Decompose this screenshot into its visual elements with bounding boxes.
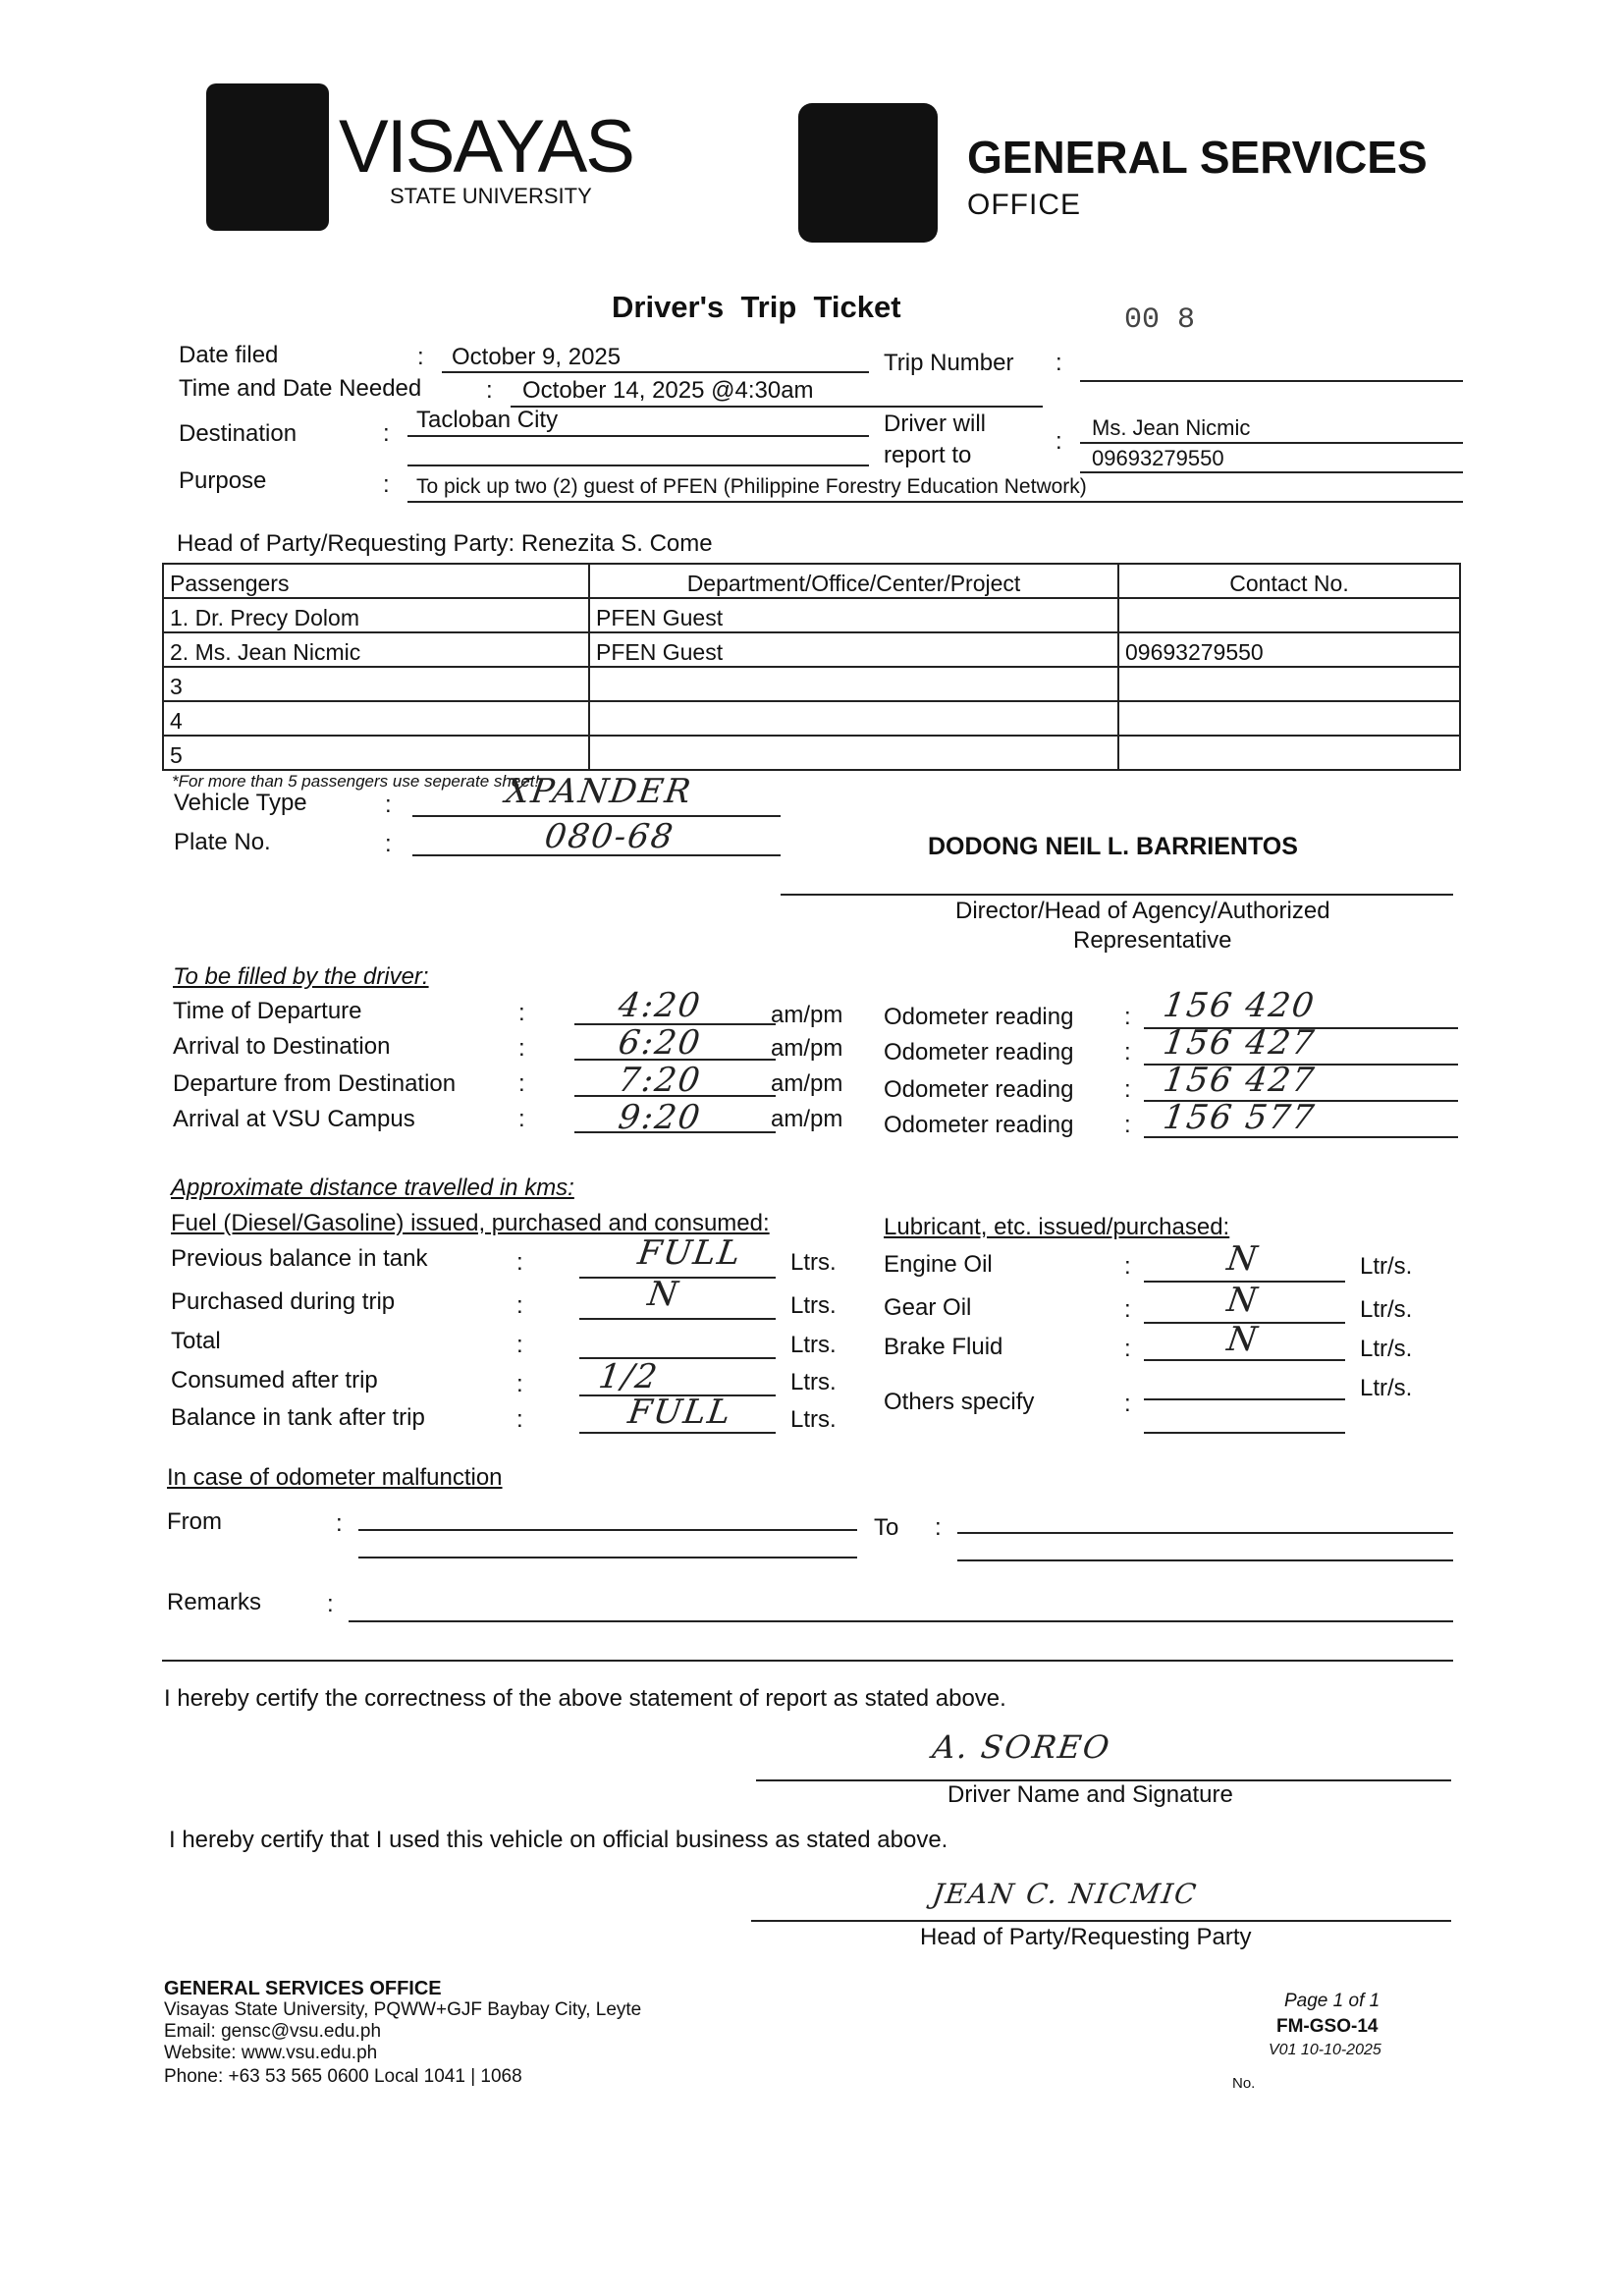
to-line	[957, 1559, 1453, 1561]
report-to-name: Ms. Jean Nicmic	[1092, 415, 1251, 440]
time-value: 9:20	[616, 1098, 705, 1137]
colon: :	[385, 831, 392, 857]
colon: :	[516, 1332, 523, 1358]
lube-value: N	[1224, 1320, 1262, 1359]
colon: :	[1124, 1296, 1131, 1323]
passenger-name: 5	[163, 736, 589, 770]
time-needed-label: Time and Date Needed	[179, 375, 422, 402]
fuel-value: N	[645, 1275, 682, 1314]
from-line	[358, 1529, 857, 1531]
unit-label: Ltrs.	[790, 1249, 837, 1276]
purpose-label: Purpose	[179, 467, 267, 494]
time-value: 4:20	[616, 986, 705, 1025]
odometer-value: 156 420	[1161, 986, 1319, 1025]
vehicle-type-label: Vehicle Type	[174, 790, 307, 816]
field-line	[1144, 1064, 1458, 1066]
office-sub: OFFICE	[967, 189, 1081, 221]
field-line	[1144, 1100, 1458, 1102]
from-label: From	[167, 1508, 222, 1535]
field-line	[574, 1059, 776, 1061]
to-line	[957, 1532, 1453, 1534]
ampm-label: am/pm	[771, 1070, 843, 1097]
report-to-label-1: Driver will	[884, 410, 986, 437]
party-certify-statement: I hereby certify that I used this vehicle on official business as stated above.	[169, 1827, 948, 1853]
footer-office: GENERAL SERVICES OFFICE	[164, 1978, 442, 1999]
colon: :	[327, 1591, 334, 1617]
fuel-row-label: Total	[171, 1328, 221, 1354]
odometer-label: Odometer reading	[884, 1112, 1074, 1138]
colon: :	[1124, 1004, 1131, 1030]
table-row	[163, 667, 1460, 701]
lube-row-label: Gear Oil	[884, 1294, 972, 1321]
plate-label: Plate No.	[174, 829, 271, 855]
time-value: 6:20	[616, 1023, 705, 1063]
fuel-row-label: Purchased during trip	[171, 1288, 396, 1315]
table-row	[163, 701, 1460, 736]
colon: :	[486, 377, 493, 404]
vehicle-type-value: XPANDER	[503, 772, 695, 811]
table-row	[163, 632, 1460, 667]
fuel-row-label: Previous balance in tank	[171, 1245, 428, 1272]
ampm-label: am/pm	[771, 1106, 843, 1132]
fuel-row-label: Consumed after trip	[171, 1367, 378, 1394]
unit-label: Ltrs.	[790, 1332, 837, 1358]
colon: :	[516, 1406, 523, 1433]
table-header-row	[163, 564, 1460, 598]
field-line	[579, 1432, 776, 1434]
colon: :	[516, 1292, 523, 1319]
destination-value: Tacloban City	[416, 407, 559, 433]
signature-line	[751, 1920, 1451, 1922]
footer-email: Email: gensc@vsu.edu.ph	[164, 2021, 382, 2042]
field-line	[579, 1318, 776, 1320]
head-of-party: Head of Party/Requesting Party: Renezita S. Come	[177, 530, 713, 557]
driver-signature: A. SOREO	[930, 1728, 1113, 1766]
date-filed-value: October 9, 2025	[452, 344, 622, 370]
unit-label: Ltrs.	[790, 1369, 837, 1395]
header-passengers: Passengers	[163, 564, 589, 598]
passenger-note: *For more than 5 passengers use seperate sheet!	[172, 772, 540, 791]
footer-address: Visayas State University, PQWW+GJF Baybay City, Leyte	[164, 1999, 642, 2020]
from-line	[358, 1557, 857, 1558]
report-to-phone: 09693279550	[1092, 446, 1224, 470]
unit-label: Ltr/s.	[1360, 1336, 1413, 1362]
footer-phone: Phone: +63 53 565 0600 Local 1041 | 1068	[164, 2066, 522, 2087]
field-line	[412, 854, 781, 856]
colon: :	[935, 1514, 942, 1541]
field-line	[579, 1394, 776, 1396]
field-line	[1144, 1027, 1458, 1029]
footer-no-label: No.	[1232, 2075, 1256, 2092]
distance-heading: Approximate distance travelled in kms:	[171, 1175, 574, 1201]
odometer-value: 156 427	[1161, 1061, 1319, 1100]
trip-row-label: Arrival to Destination	[173, 1033, 391, 1060]
lube-value: N	[1224, 1239, 1262, 1279]
field-line	[407, 465, 869, 466]
passenger-contact: 09693279550	[1118, 632, 1460, 667]
footer-form-code: FM-GSO-14	[1276, 2016, 1379, 2037]
passenger-name: 3	[163, 667, 589, 701]
unit-label: Ltr/s.	[1360, 1375, 1413, 1401]
colon: :	[518, 1070, 525, 1097]
lubricant-heading: Lubricant, etc. issued/purchased:	[884, 1214, 1230, 1240]
driver-section-heading: To be filled by the driver:	[173, 963, 429, 990]
lube-value: N	[1224, 1281, 1262, 1320]
time-needed-value: October 14, 2025 @4:30am	[522, 377, 814, 404]
field-line	[407, 501, 1463, 503]
party-signature: JEAN C. NICMIC	[930, 1878, 1200, 1910]
building-icon	[798, 103, 938, 243]
approver-name: DODONG NEIL L. BARRIENTOS	[928, 833, 1298, 860]
colon: :	[1056, 428, 1062, 455]
fuel-heading: Fuel (Diesel/Gasoline) issued, purchased and consumed:	[171, 1210, 770, 1236]
form-title: Driver's Trip Ticket	[612, 290, 901, 324]
destination-label: Destination	[179, 420, 298, 447]
date-filed-label: Date filed	[179, 342, 279, 368]
lube-row-label: Engine Oil	[884, 1251, 993, 1278]
colon: :	[383, 420, 390, 447]
purpose-value: To pick up two (2) guest of PFEN (Philippine Forestry Education Network)	[416, 475, 1087, 498]
colon: :	[383, 471, 390, 498]
header-department: Department/Office/Center/Project	[589, 564, 1118, 598]
field-line	[511, 406, 1043, 408]
passenger-contact	[1118, 701, 1460, 736]
colon: :	[1124, 1336, 1131, 1362]
report-to-label-2: report to	[884, 442, 972, 468]
footer-page: Page 1 of 1	[1284, 1991, 1380, 2011]
field-line	[579, 1277, 776, 1279]
approver-title-2: Representative	[1073, 927, 1232, 954]
passenger-name: 4	[163, 701, 589, 736]
field-line	[1080, 471, 1463, 473]
field-line	[1080, 380, 1463, 382]
field-line	[574, 1023, 776, 1025]
passenger-contact	[1118, 667, 1460, 701]
colon: :	[518, 1000, 525, 1026]
time-value: 7:20	[616, 1061, 705, 1100]
trip-row-label: Time of Departure	[173, 998, 362, 1024]
serial-number: 00 8	[1124, 303, 1196, 337]
field-line	[1080, 442, 1463, 444]
colon: :	[1124, 1039, 1131, 1066]
field-line	[442, 371, 869, 373]
passenger-department: PFEN Guest	[589, 632, 1118, 667]
passenger-department	[589, 736, 1118, 770]
passengers-table	[162, 563, 1461, 771]
unit-label: Ltr/s.	[1360, 1253, 1413, 1280]
trip-row-label: Departure from Destination	[173, 1070, 457, 1097]
passenger-department	[589, 667, 1118, 701]
odometer-label: Odometer reading	[884, 1004, 1074, 1030]
university-name: VISAYAS	[339, 105, 633, 189]
odometer-value: 156 577	[1161, 1098, 1319, 1137]
plate-value: 080-68	[542, 817, 677, 856]
lube-row-label: Brake Fluid	[884, 1334, 1003, 1360]
odometer-label: Odometer reading	[884, 1039, 1074, 1066]
fuel-value: FULL	[635, 1233, 745, 1273]
ampm-label: am/pm	[771, 1035, 843, 1062]
odometer-value: 156 427	[1161, 1023, 1319, 1063]
field-line	[1144, 1281, 1345, 1283]
passenger-department	[589, 701, 1118, 736]
fuel-value: 1/2	[596, 1357, 662, 1396]
fuel-value: FULL	[625, 1393, 735, 1432]
odometer-label: Odometer reading	[884, 1076, 1074, 1103]
divider	[162, 1660, 1453, 1662]
driver-sig-label: Driver Name and Signature	[947, 1781, 1233, 1808]
fuel-row-label: Balance in tank after trip	[171, 1404, 425, 1431]
header-contact: Contact No.	[1118, 564, 1460, 598]
colon: :	[385, 792, 392, 818]
university-sub: STATE UNIVERSITY	[390, 184, 592, 208]
to-label: To	[874, 1514, 899, 1541]
trip-number-label: Trip Number	[884, 350, 1014, 376]
colon: :	[1124, 1391, 1131, 1417]
colon: :	[1056, 350, 1062, 376]
trip-row-label: Arrival at VSU Campus	[173, 1106, 415, 1132]
passenger-name: 1. Dr. Precy Dolom	[163, 598, 589, 632]
table-row	[163, 736, 1460, 770]
colon: :	[1124, 1112, 1131, 1138]
approver-title-1: Director/Head of Agency/Authorized	[955, 898, 1330, 924]
footer-version: V01 10-10-2025	[1269, 2042, 1381, 2058]
vsu-logo	[206, 83, 329, 231]
passenger-contact	[1118, 598, 1460, 632]
unit-label: Ltrs.	[790, 1292, 837, 1319]
colon: :	[417, 344, 424, 370]
passenger-contact	[1118, 736, 1460, 770]
colon: :	[1124, 1076, 1131, 1103]
unit-label: Ltr/s.	[1360, 1296, 1413, 1323]
field-line	[574, 1095, 776, 1097]
colon: :	[518, 1035, 525, 1062]
colon: :	[516, 1249, 523, 1276]
field-line	[1144, 1398, 1345, 1400]
passenger-department: PFEN Guest	[589, 598, 1118, 632]
unit-label: Ltrs.	[790, 1406, 837, 1433]
field-line	[579, 1357, 776, 1359]
colon: :	[516, 1371, 523, 1397]
field-line	[1144, 1322, 1345, 1324]
driver-certify-statement: I hereby certify the correctness of the above statement of report as stated above.	[164, 1685, 1006, 1712]
signature-line	[781, 894, 1453, 896]
ampm-label: am/pm	[771, 1002, 843, 1028]
colon: :	[1124, 1253, 1131, 1280]
passenger-name: 2. Ms. Jean Nicmic	[163, 632, 589, 667]
lube-row-label: Others specify	[884, 1389, 1035, 1415]
remarks-line	[349, 1620, 1453, 1622]
field-line	[407, 435, 869, 437]
field-line	[1144, 1136, 1458, 1138]
footer-website: Website: www.vsu.edu.ph	[164, 2043, 378, 2063]
field-line	[1144, 1432, 1345, 1434]
party-sig-label: Head of Party/Requesting Party	[920, 1924, 1252, 1950]
field-line	[1144, 1359, 1345, 1361]
field-line	[574, 1131, 776, 1133]
colon: :	[518, 1106, 525, 1132]
colon: :	[336, 1510, 343, 1537]
table-row	[163, 598, 1460, 632]
malfunction-heading: In case of odometer malfunction	[167, 1464, 503, 1491]
office-name: GENERAL SERVICES	[967, 132, 1428, 183]
remarks-label: Remarks	[167, 1589, 262, 1615]
